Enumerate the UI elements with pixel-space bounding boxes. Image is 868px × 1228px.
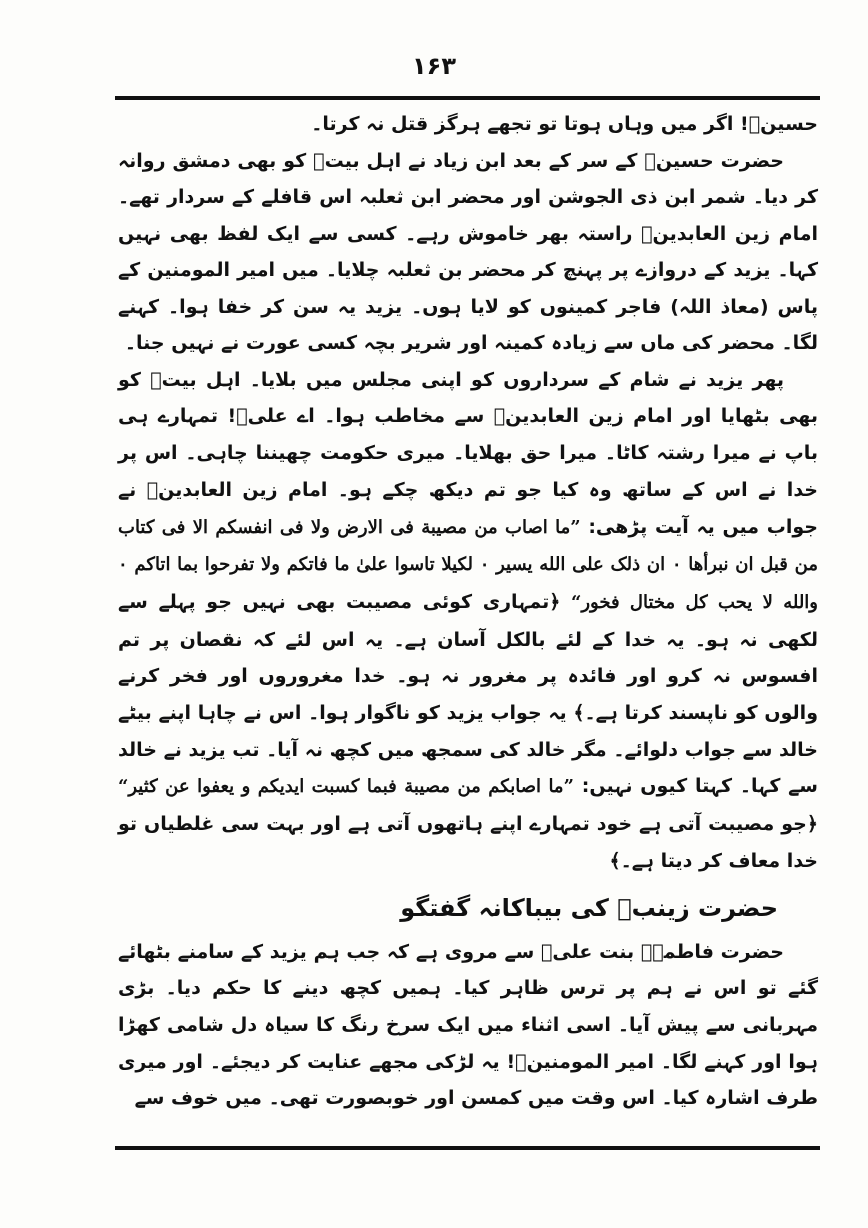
paragraph-3-end: ﴿جو مصیبت آتی ہے خود تمہارے اپنے ہاتھوں آتی ہے اور بہت سی غلطیاں تو خدا معاف کر دیتا ہے۔﴾ bbox=[118, 813, 818, 872]
page-body bbox=[118, 106, 818, 1117]
bottom-rule bbox=[115, 1146, 820, 1150]
section-heading: حضرت زینبؑ کی بیباکانہ گفتگو bbox=[400, 893, 778, 922]
quran-verse-2: ”ما اصابکم من مصیبة فبما کسبت ایدیکم و یعفوا عن کثیر“ bbox=[118, 776, 574, 798]
paragraph-1: حسینؑ! اگر میں وہاں ہوتا تو تجھے ہرگز قتل نہ کرتا۔ bbox=[311, 113, 818, 135]
paragraph-4: حضرت فاطمہؑ بنت علیؑ سے مروی ہے کہ جب ہم یزید کے سامنے بٹھائے گئے تو اس نے ہم پر ترس ظاہر کیا۔ ہمیں کچھ دینے کا حکم دیا۔ بڑی مہربانی سے پیش آیا۔ اسی اثناء میں ایک سرخ رنگ کا سیاہ دل شامی کھڑا ہوا اور کہنے لگا۔ امیر المومنینؑ! یہ لڑکی مجھے عنایت کر دیجئے۔ اور میری طرف اشارہ کیا۔ اس وقت میں کمسن اور خوبصورت تھی۔ میں خوف سے bbox=[118, 940, 818, 1110]
paragraph-2: حضرت حسینؑ کے سر کے بعد ابن زیاد نے اہل بیتؑ کو بھی دمشق روانہ کر دیا۔ شمر ابن ذی الجوشن اور محضر ابن ثعلبہ اس قافلے کے سردار تھے۔ امام زین العابدینؑ راستہ بھر خاموش رہے۔ کسی سے ایک لفظ بھی نہیں کہا۔ یزید کے دروازے پر پہنچ کر محضر بن ثعلبہ چلایا۔ میں امیر المومنین کے پاس (معاذ اللہ) فاجر کمینوں کو لایا ہوں۔ یزید یہ سن کر خفا ہوا۔ کہنے لگا۔ محضر کی ماں سے زیادہ کمینہ اور شریر بچہ کسی عورت نے نہیں جنا۔ bbox=[118, 149, 818, 355]
paragraph-3-intro: پھر یزید نے شام کے سرداروں کو اپنی مجلس میں بلایا۔ اہل بیتؑ کو بھی بٹھایا اور امام زین العابدینؑ سے مخاطب ہوا۔ اے علیؑ! تمہارے ہی باپ نے میرا رشتہ کاٹا۔ میرا حق بھلایا۔ میری حکومت چھیننا چاہی۔ اس پر خدا نے اس کے ساتھ وہ کیا جو تم دیکھ چکے ہو۔ امام زین العابدینؑ نے جواب میں یہ آیت پڑھی: bbox=[118, 368, 818, 538]
quran-verse-1: ”ما اصاب من مصیبة فی الارض ولا فی انفسکم الا فی کتاب من قبل ان نبرأها ۰ ان ذلک علی الله یسیر ۰ لکیلا تاسوا علیٰ ما فاتکم ولا تفرحوا بما اتاکم ۰ والله لا یحب کل مختال فخور“ bbox=[118, 516, 818, 613]
paragraph-3-middle: ﴿تمہاری کوئی مصیبت بھی نہیں جو پہلے سے لکھی نہ ہو۔ یہ خدا کے لئے بالکل آسان ہے۔ یہ اس لئے کہ نقصان پر تم افسوس نہ کرو اور فائدہ پر مغرور نہ ہو۔ خدا مغروروں اور فخر کرنے والوں کو ناپسند کرتا ہے۔﴾ یہ جواب یزید کو ناگوار ہوا۔ اس نے چاہا اپنے بیٹے خالد سے جواب دلوائے۔ مگر خالد کی سمجھ میں کچھ نہ آیا۔ تب یزید نے خالد سے کہا۔ کہتا کیوں نہیں: bbox=[118, 590, 818, 798]
paragraph-3 bbox=[118, 362, 818, 880]
top-rule bbox=[115, 96, 820, 100]
page-number: ۱۶۳ bbox=[412, 52, 456, 80]
